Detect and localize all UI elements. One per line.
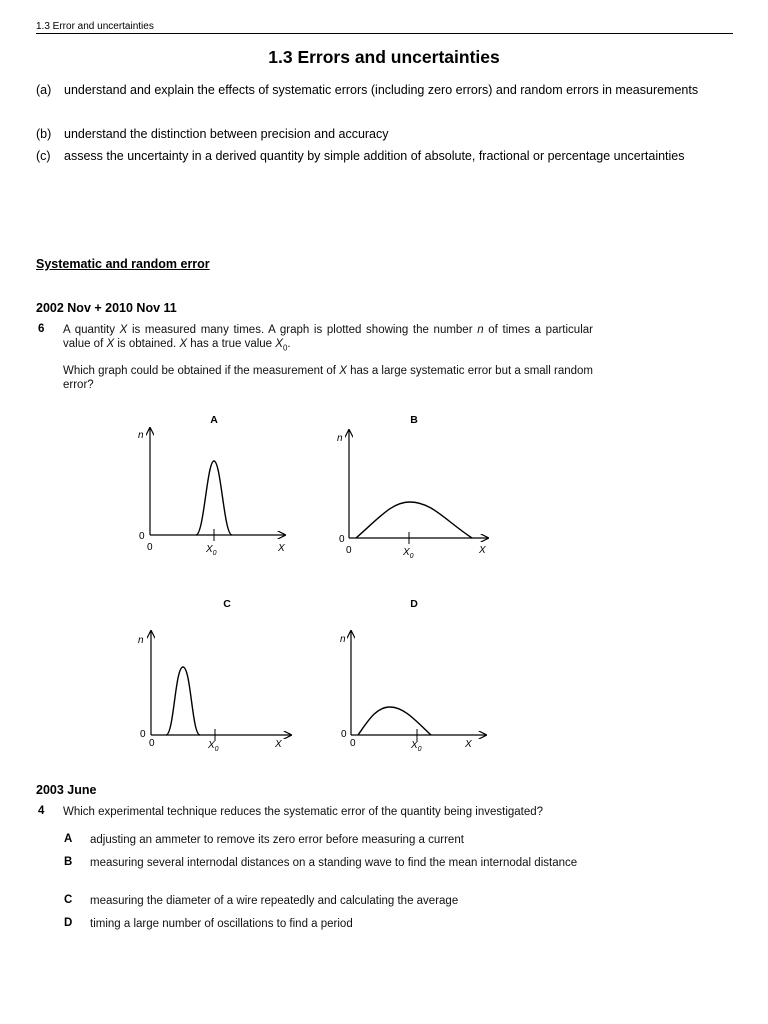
option-letter: A bbox=[64, 833, 73, 845]
objective-c bbox=[36, 145, 731, 167]
objective-b bbox=[36, 123, 731, 145]
true-value-label: $X_0$ bbox=[403, 547, 414, 560]
origin-x: 0 bbox=[147, 542, 153, 553]
true-value-label: $X_0$ bbox=[206, 544, 217, 557]
objective-text: understand and explain the effects of systematic errors (including zero errors) and random errors in measurements bbox=[64, 83, 699, 97]
x-axis-label: X bbox=[278, 543, 285, 554]
origin-y: 0 bbox=[339, 534, 345, 545]
question-number: 6 bbox=[38, 323, 45, 335]
question-stem: A quantity X is measured many times. A graph is plotted showing the number n of times a particular value of X is obtained. X has a true value $X_0$. bbox=[63, 324, 593, 353]
distribution-curve bbox=[356, 502, 472, 538]
y-axis-label: n bbox=[138, 635, 144, 646]
graph-label: B bbox=[410, 414, 418, 426]
origin-y: 0 bbox=[140, 729, 146, 740]
y-axis-label: n bbox=[138, 430, 144, 441]
option-text: measuring several internodal distances on a standing wave to find the mean internodal distance bbox=[90, 857, 578, 869]
origin-y: 0 bbox=[341, 729, 347, 740]
graph-c bbox=[138, 598, 291, 753]
true-value-label: $X_0$ bbox=[411, 740, 422, 753]
document-title: 1.3 Errors and uncertainties bbox=[268, 47, 500, 67]
graph-label: A bbox=[210, 414, 218, 426]
option-letter: B bbox=[64, 856, 73, 868]
distribution-curve bbox=[196, 461, 232, 535]
question-stem: Which experimental technique reduces the systematic error of the quantity being investigated? bbox=[63, 806, 544, 818]
option-text: timing a large number of oscillations to find a period bbox=[90, 918, 353, 930]
origin-x: 0 bbox=[350, 738, 356, 749]
origin-x: 0 bbox=[346, 545, 352, 556]
objective-a bbox=[36, 79, 731, 101]
option-text: adjusting an ammeter to remove its zero error before measuring a current bbox=[90, 834, 464, 846]
objective-label: (b) bbox=[36, 127, 52, 141]
x-axis-label: X bbox=[465, 739, 472, 750]
section-heading: Systematic and random error bbox=[36, 257, 210, 271]
y-axis-label: n bbox=[340, 634, 346, 645]
graph-d bbox=[340, 598, 486, 753]
question-number: 4 bbox=[38, 805, 45, 817]
objective-text: assess the uncertainty in a derived quantity by simple addition of absolute, fractional or percentage uncertainties bbox=[64, 149, 685, 163]
graph-b bbox=[337, 414, 488, 560]
objective-label: (c) bbox=[36, 149, 51, 163]
objective-label: (a) bbox=[36, 83, 52, 97]
question-source: 2003 June bbox=[36, 783, 97, 797]
option-text: measuring the diameter of a wire repeatedly and calculating the average bbox=[90, 895, 459, 907]
header-rule bbox=[36, 33, 733, 34]
origin-y: 0 bbox=[139, 531, 145, 542]
graph-label: D bbox=[410, 598, 418, 610]
distribution-curve bbox=[166, 667, 200, 735]
question-prompt: Which graph could be obtained if the measurement of X has a large systematic error but a small random error? bbox=[63, 365, 593, 391]
x-axis-label: X bbox=[275, 739, 282, 750]
answer-graphs bbox=[100, 405, 520, 765]
option-letter: D bbox=[64, 917, 73, 929]
option-letter: C bbox=[64, 894, 73, 906]
question-source: 2002 Nov + 2010 Nov 11 bbox=[36, 301, 177, 315]
graph-label: C bbox=[223, 598, 231, 610]
x-axis-label: X bbox=[479, 545, 486, 556]
distribution-curve bbox=[358, 707, 431, 735]
objective-text: understand the distinction between precision and accuracy bbox=[64, 127, 389, 141]
running-header: 1.3 Error and uncertainties bbox=[36, 21, 154, 32]
graph-a bbox=[138, 414, 285, 557]
origin-x: 0 bbox=[149, 738, 155, 749]
true-value-label: $X_0$ bbox=[208, 740, 219, 753]
y-axis-label: n bbox=[337, 433, 343, 444]
